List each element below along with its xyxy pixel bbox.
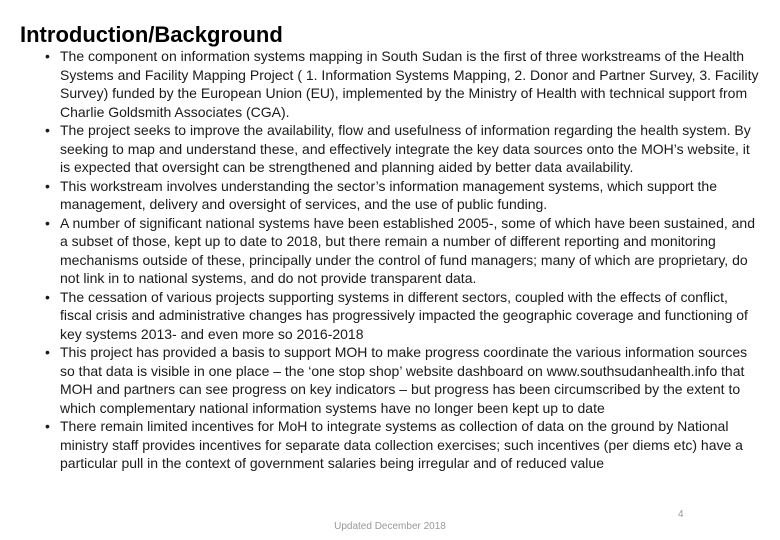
bullet-item bbox=[0, 177, 760, 214]
bullet-text: There remain limited incentives for MoH to integrate systems as collection of data on the ground by National ministry staff provides incentives for separate data collection exercises; such incentives (per diems etc) have a particular pull in the context of government salaries being irregular and of reduced value bbox=[60, 418, 743, 471]
bullet-item bbox=[0, 121, 760, 177]
bullet-text: This project has provided a basis to support MOH to make progress coordinate the various information sources so that data is visible in one place – the ‘one stop shop’ website dashboard on www.southsudanhealth.info that MOH and partners can see progress on key indicators – but progress has been circumscribed by the extent to which complementary national information systems have no longer been kept up to date bbox=[60, 344, 748, 416]
bullet-text: A number of significant national systems have been established 2005-, some of which have been sustained, and a subset of those, kept up to date to 2018, but there remain a number of different reporting and monitoring mechanisms outside of these, principally under the control of fund managers; many of which are proprietary, do not link in to national systems, and do not provide transparent data. bbox=[60, 214, 755, 286]
bullet-item bbox=[0, 214, 760, 288]
bullet-list bbox=[0, 47, 760, 473]
bullet-text: The cessation of various projects supporting systems in different sectors, coupled with the effects of conflict, fiscal crisis and administrative changes has progressively impacted the geographic coverage and functioning of key systems 2013- and even more so 2016-2018 bbox=[60, 288, 748, 342]
bullet-marker: • bbox=[45, 288, 50, 305]
bullet-marker: • bbox=[45, 48, 50, 64]
bullet-marker: • bbox=[45, 418, 50, 434]
bullet-marker: • bbox=[45, 214, 50, 231]
bullet-item bbox=[0, 343, 760, 417]
bullet-marker: • bbox=[45, 344, 50, 360]
bullet-text: The project seeks to improve the availability, flow and usefulness of information regarding the health system. By seeking to map and understand these, and effectively integrate the key data sources onto the MOH’s website, it is expected that oversight can be strengthened and planning aided by better data availability. bbox=[60, 122, 751, 175]
bullet-marker: • bbox=[45, 177, 50, 194]
bullet-item bbox=[0, 47, 760, 121]
bullet-marker: • bbox=[45, 122, 50, 138]
bullet-text: This workstream involves understanding the sector’s information management systems, which support the management, delivery and oversight of services, and the use of public funding. bbox=[60, 177, 718, 212]
bullet-text: The component on information systems mapping in South Sudan is the first of three workstreams of the Health Systems and Facility Mapping Project ( 1. Information Systems Mapping, 2. Donor and Partner Survey, 3. Facility Survey) funded by the European Union (EU), implemented by the Ministry of Health with technical support from Charlie Goldsmith Associates (CGA). bbox=[60, 48, 759, 120]
bullet-item bbox=[0, 288, 760, 344]
slide-footer: Updated December 2018 bbox=[334, 521, 446, 532]
page-number: 4 bbox=[678, 509, 684, 520]
bullet-item bbox=[0, 417, 760, 473]
slide-title: Introduction/Background bbox=[20, 22, 283, 47]
